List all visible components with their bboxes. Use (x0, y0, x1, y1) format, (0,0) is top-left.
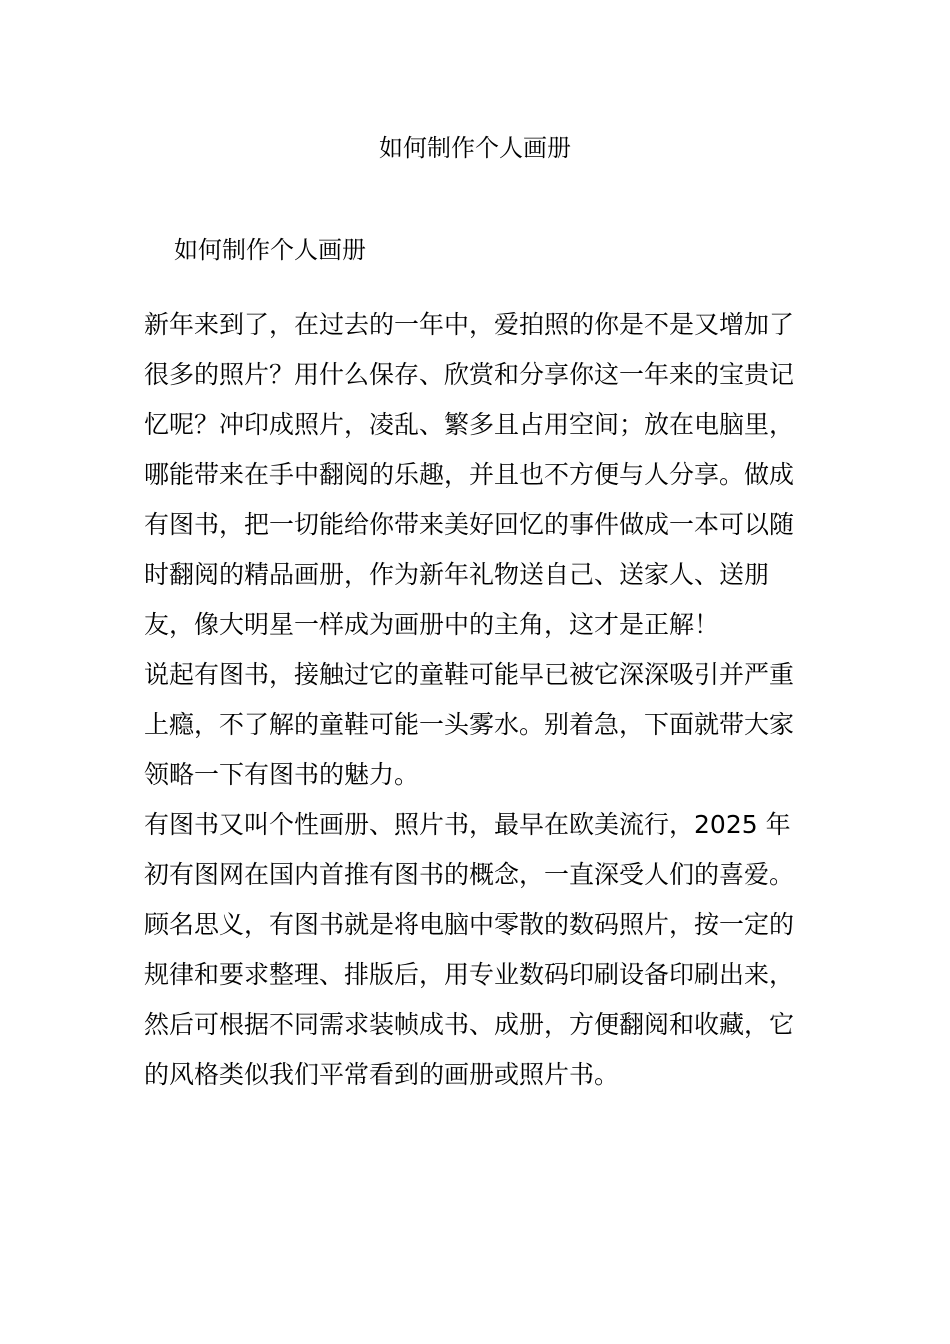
body-text (144, 300, 806, 1100)
paragraph-intro: 新年来到了，在过去的一年中，爱拍照的你是不是又增加了很多的照片？用什么保存、欣赏和分享你这一年来的宝贵记忆呢？冲印成照片，凌乱、繁多且占用空间；放在电脑里，哪能带来在手中翻阅的乐趣，并且也不方便与人分享。做成有图书，把一切能给你带来美好回忆的事件做成一本可以随时翻阅的精品画册，作为新年礼物送自己、送家人、送朋友，像大明星一样成为画册中的主角，这才是正解！ (144, 310, 795, 639)
section-heading: 如何制作个人画册 (174, 236, 366, 264)
paragraph-definition: 有图书又叫个性画册、照片书，最早在欧美流行，2025 年初有图网在国内首推有图书的概念，一直深受人们的喜爱。顾名思义，有图书就是将电脑中零散的数码照片，按一定的规律和要求整理、排版后，用专业数码印刷设备印刷出来，然后可根据不同需求装帧成书、成册，方便翻阅和收藏，它的风格类似我们平常看到的画册或照片书。 (144, 810, 795, 1089)
paragraph-about: 说起有图书，接触过它的童鞋可能早已被它深深吸引并严重上瘾，不了解的童鞋可能一头雾水。别着急，下面就带大家领略一下有图书的魅力。 (144, 660, 795, 789)
document-title: 如何制作个人画册 (379, 134, 571, 162)
